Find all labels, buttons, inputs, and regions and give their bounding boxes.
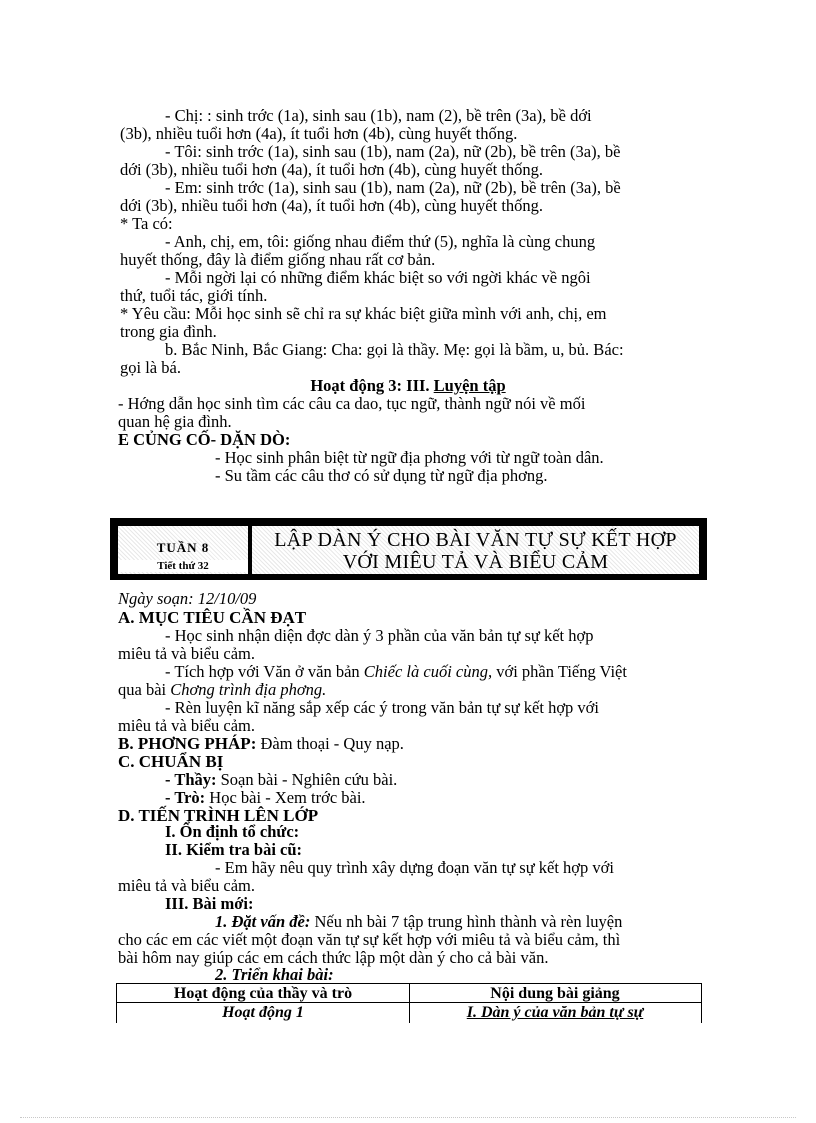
text-line: gọi là bá. bbox=[120, 358, 181, 377]
section-b bbox=[118, 735, 404, 753]
work-title: Chơng trình địa phơng. bbox=[170, 680, 327, 699]
teacher-prep bbox=[165, 771, 397, 789]
text-line: * Ta có: bbox=[120, 214, 173, 233]
week-box bbox=[117, 525, 249, 575]
text-line: miêu tả và biểu cảm. bbox=[118, 716, 255, 735]
activity-3-prefix: Hoạt động 3: III. bbox=[310, 376, 434, 395]
text-line: - Tôi: sinh trớc (1a), sinh sau (1b), nam (2a), nữ (2b), bề trên (3a), bề bbox=[165, 142, 621, 161]
lesson-table bbox=[116, 983, 702, 1023]
text-line: - Học sinh nhận diện đợc dàn ý 3 phần của văn bản tự sự kết hợp bbox=[165, 626, 594, 645]
text-line: - Chị: : sinh trớc (1a), sinh sau (1b), nam (2), bề trên (3a), bề dới bbox=[165, 106, 592, 125]
text-line: - Su tầm các câu thơ có sử dụng từ ngữ địa phơng. bbox=[215, 466, 548, 485]
text-line: - Anh, chị, em, tôi: giống nhau điểm thứ (5), nghĩa là cùng chung bbox=[165, 232, 596, 251]
title-box bbox=[251, 525, 700, 575]
practice-link: Luyện tập bbox=[433, 376, 506, 395]
intro-text: Nếu nh bài 7 tập trung hình thành và rèn luyện bbox=[310, 912, 623, 931]
step-3: III. Bài mới: bbox=[165, 894, 254, 913]
section-b-title: B. PHƠNG PHÁP: bbox=[118, 734, 257, 753]
text-line: - Em hãy nêu quy trình xây dựng đoạn văn tự sự kết hợp với bbox=[215, 858, 614, 877]
lesson-number: Tiết thứ 32 bbox=[118, 560, 248, 572]
lesson-banner bbox=[110, 518, 707, 580]
text-line: b. Bắc Ninh, Bắc Giang: Cha: gọi là thầy. Mẹ: gọi là bầm, u, bủ. Bác: bbox=[165, 340, 624, 359]
week-label: TUẦN 8 bbox=[156, 540, 210, 555]
intro-line bbox=[215, 913, 622, 931]
teacher-text: Soạn bài - Nghiên cứu bài. bbox=[216, 770, 398, 789]
text-line: cho các em các viết một đoạn văn tự sự kết hợp với miêu tả và biểu cảm, thì bbox=[118, 930, 621, 949]
text-line: miêu tả và biểu cảm. bbox=[118, 644, 255, 663]
lesson-title-line-2: VỚI MIÊU TẢ VÀ BIỂU CẢM bbox=[342, 551, 609, 573]
section-d-title: D. TIẾN TRÌNH LÊN LỚP bbox=[118, 806, 319, 825]
text-line: * Yêu cầu: Mỗi học sinh sẽ chỉ ra sự khác biệt giữa mình với anh, chị, em bbox=[120, 304, 607, 323]
text-span: - Tích hợp với Văn ở văn bản bbox=[165, 662, 364, 681]
section-b-text: Đàm thoại - Quy nạp. bbox=[256, 734, 404, 753]
section-a-title: A. MỤC TIÊU CẦN ĐẠT bbox=[118, 608, 307, 627]
text-span: với phần Tiếng Việt bbox=[492, 662, 627, 681]
work-title: Chiếc là cuối cùng, bbox=[363, 662, 493, 681]
text-line: trong gia đình. bbox=[120, 322, 217, 341]
student-label: - Trò: bbox=[165, 788, 206, 807]
table-row-left: Hoạt động 1 bbox=[222, 1004, 304, 1021]
table-header-right: Nội dung bài giảng bbox=[490, 985, 620, 1002]
table-header-left: Hoạt động của thầy và trò bbox=[173, 985, 353, 1002]
text-line: bài hôm nay giúp các em cách thức lập một dàn ý cho cả bài văn. bbox=[118, 948, 549, 967]
teacher-label: - Thầy: bbox=[165, 770, 217, 789]
text-line bbox=[165, 663, 627, 681]
text-line: - Hớng dẫn học sinh tìm các câu ca dao, tục ngữ, thành ngữ nói về mối bbox=[118, 394, 586, 413]
student-prep bbox=[165, 789, 366, 807]
text-line: (3b), nhiều tuổi hơn (4a), ít tuổi hơn (4b), cùng huyết thống. bbox=[120, 124, 518, 143]
intro-label: 1. Đặt vấn đề: bbox=[215, 912, 311, 931]
section-c-title: C. CHUẨN BỊ bbox=[118, 752, 224, 771]
lesson-title-line-1: LẬP DÀN Ý CHO BÀI VĂN TỰ SỰ KẾT HỢP bbox=[274, 529, 677, 551]
deploy-heading: 2. Triển khai bài: bbox=[215, 965, 334, 984]
text-line: - Em: sinh trớc (1a), sinh sau (1b), nam (2a), nữ (2b), bề trên (3a), bề bbox=[165, 178, 621, 197]
text-line: miêu tả và biểu cảm. bbox=[118, 876, 255, 895]
text-line: quan hệ gia đình. bbox=[118, 412, 232, 431]
text-line: dới (3b), nhiều tuổi hơn (4a), ít tuổi hơn (4b), cùng huyết thống. bbox=[120, 160, 544, 179]
step-2: II. Kiểm tra bài cũ: bbox=[165, 840, 303, 859]
table-row-right: I. Dàn ý của văn bản tự sự bbox=[466, 1004, 644, 1021]
text-span: qua bài bbox=[118, 680, 171, 699]
consolidation-heading: E CỦNG CỐ- DẶN DÒ: bbox=[118, 430, 291, 449]
text-line: huyết thống, đây là điểm giống nhau rất cơ bản. bbox=[120, 250, 436, 269]
date-line: Ngày soạn: 12/10/09 bbox=[118, 589, 257, 608]
student-text: Học bài - Xem trớc bài. bbox=[205, 788, 366, 807]
text-line: - Rèn luyện kĩ năng sắp xếp các ý trong văn bản tự sự kết hợp với bbox=[165, 698, 599, 717]
step-1: I. Ổn định tổ chức: bbox=[165, 822, 300, 841]
activity-3-heading bbox=[0, 377, 816, 395]
text-line: - Học sinh phân biệt từ ngữ địa phơng với từ ngữ toàn dân. bbox=[215, 448, 604, 467]
page-bottom-rule bbox=[20, 1117, 796, 1118]
text-line: dới (3b), nhiều tuổi hơn (4a), ít tuổi hơn (4b), cùng huyết thống. bbox=[120, 196, 544, 215]
text-line bbox=[118, 681, 326, 699]
text-line: thứ, tuổi tác, giới tính. bbox=[120, 286, 268, 305]
text-line: - Mỗi ngời lại có những điểm khác biệt so với ngời khác về ngôi bbox=[165, 268, 591, 287]
